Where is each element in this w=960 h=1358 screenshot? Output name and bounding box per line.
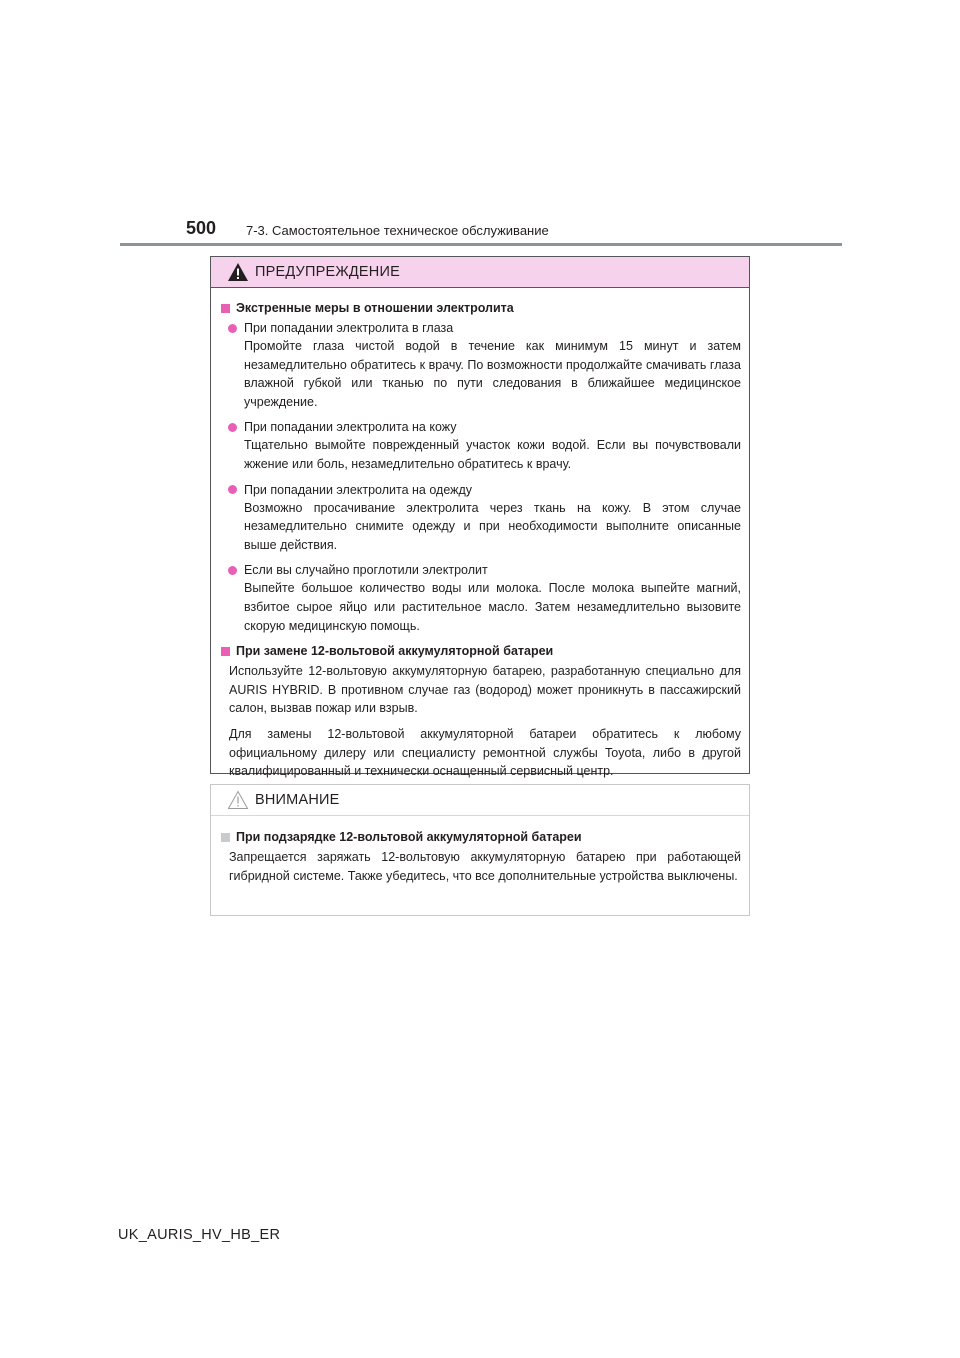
section-heading: При подзарядке 12-вольтовой аккумуляторной батареи xyxy=(221,828,741,846)
section-heading: При замене 12-вольтовой аккумуляторной батареи xyxy=(221,642,741,660)
item-title: Если вы случайно проглотили электролит xyxy=(244,563,488,578)
list-item xyxy=(221,561,741,635)
warning-box xyxy=(210,256,750,779)
caution-label: ВНИМАНИЕ xyxy=(255,792,340,808)
caution-box xyxy=(210,784,750,916)
caution-header xyxy=(211,785,749,816)
item-text: Тщательно вымойте поврежденный участок кожи водой. Если вы почувствовали жжение или боль, незамедлительно обратитесь к врачу. xyxy=(244,438,741,471)
item-title: При попадании электролита в глаза xyxy=(244,321,454,335)
warning-label: ПРЕДУПРЕЖДЕНИЕ xyxy=(255,264,400,280)
square-bullet-icon xyxy=(221,647,230,656)
warning-header xyxy=(211,257,749,288)
paragraph: Запрещается заряжать 12-вольтовую аккумуляторную батарею при работающей гибридной системе. Также убедитесь, что все дополнительные устройства выключены. xyxy=(229,850,741,883)
list-item xyxy=(221,319,741,411)
square-bullet-icon xyxy=(221,833,230,842)
header-divider xyxy=(120,243,842,246)
page-number: 500 xyxy=(186,218,217,238)
circle-bullet-icon xyxy=(228,324,237,333)
circle-bullet-icon xyxy=(228,566,237,575)
caution-triangle-icon xyxy=(227,790,249,810)
caution-body xyxy=(211,816,749,885)
paragraph: Для замены 12-вольтовой аккумуляторной батареи обратитесь к любому официальному дилеру или специалисту ремонтной службы Toyota, либо в другой квалифицированный и технически оснащенный сервисный центр. xyxy=(229,726,741,779)
circle-bullet-icon xyxy=(228,485,237,494)
item-text: Промойте глаза чистой водой в течение как минимум 15 минут и затем незамедлительно обратитесь к врачу. По возможности продолжайте смачивать глаза влажной губкой или тканью по пути следования в ближайшее медицинское учреждение. xyxy=(244,339,741,409)
section-title: 7-3. Самостоятельное техническое обслуживание xyxy=(246,223,549,238)
list-item xyxy=(221,418,741,473)
circle-bullet-icon xyxy=(228,423,237,432)
document-code: UK_AURIS_HV_HB_ER xyxy=(118,1227,281,1243)
item-text: Возможно просачивание электролита через ткань на кожу. В этом случае незамедлительно снимите одежду и при необходимости выполните описанные выше действия. xyxy=(244,500,741,552)
paragraph: Используйте 12-вольтовую аккумуляторную батарею, разработанную специально для AURIS HYBRID. В противном случае газ (водород) может проникнуть в пассажирский салон, вызвав пожар или взрыв. xyxy=(229,664,741,716)
item-text: Выпейте большое количество воды или молока. После молока выпейте магний, взбитое сырое яйцо или растительное масло. Затем незамедлительно вызовите скорую медицинскую помощь. xyxy=(244,581,741,633)
section-heading: Экстренные меры в отношении электролита xyxy=(221,299,741,317)
square-bullet-icon xyxy=(221,304,230,313)
warning-body xyxy=(211,288,749,781)
item-title: При попадании электролита на кожу xyxy=(244,420,457,435)
warning-triangle-icon xyxy=(227,262,249,282)
list-item xyxy=(221,481,741,555)
item-title: При попадании электролита на одежду xyxy=(244,482,473,497)
